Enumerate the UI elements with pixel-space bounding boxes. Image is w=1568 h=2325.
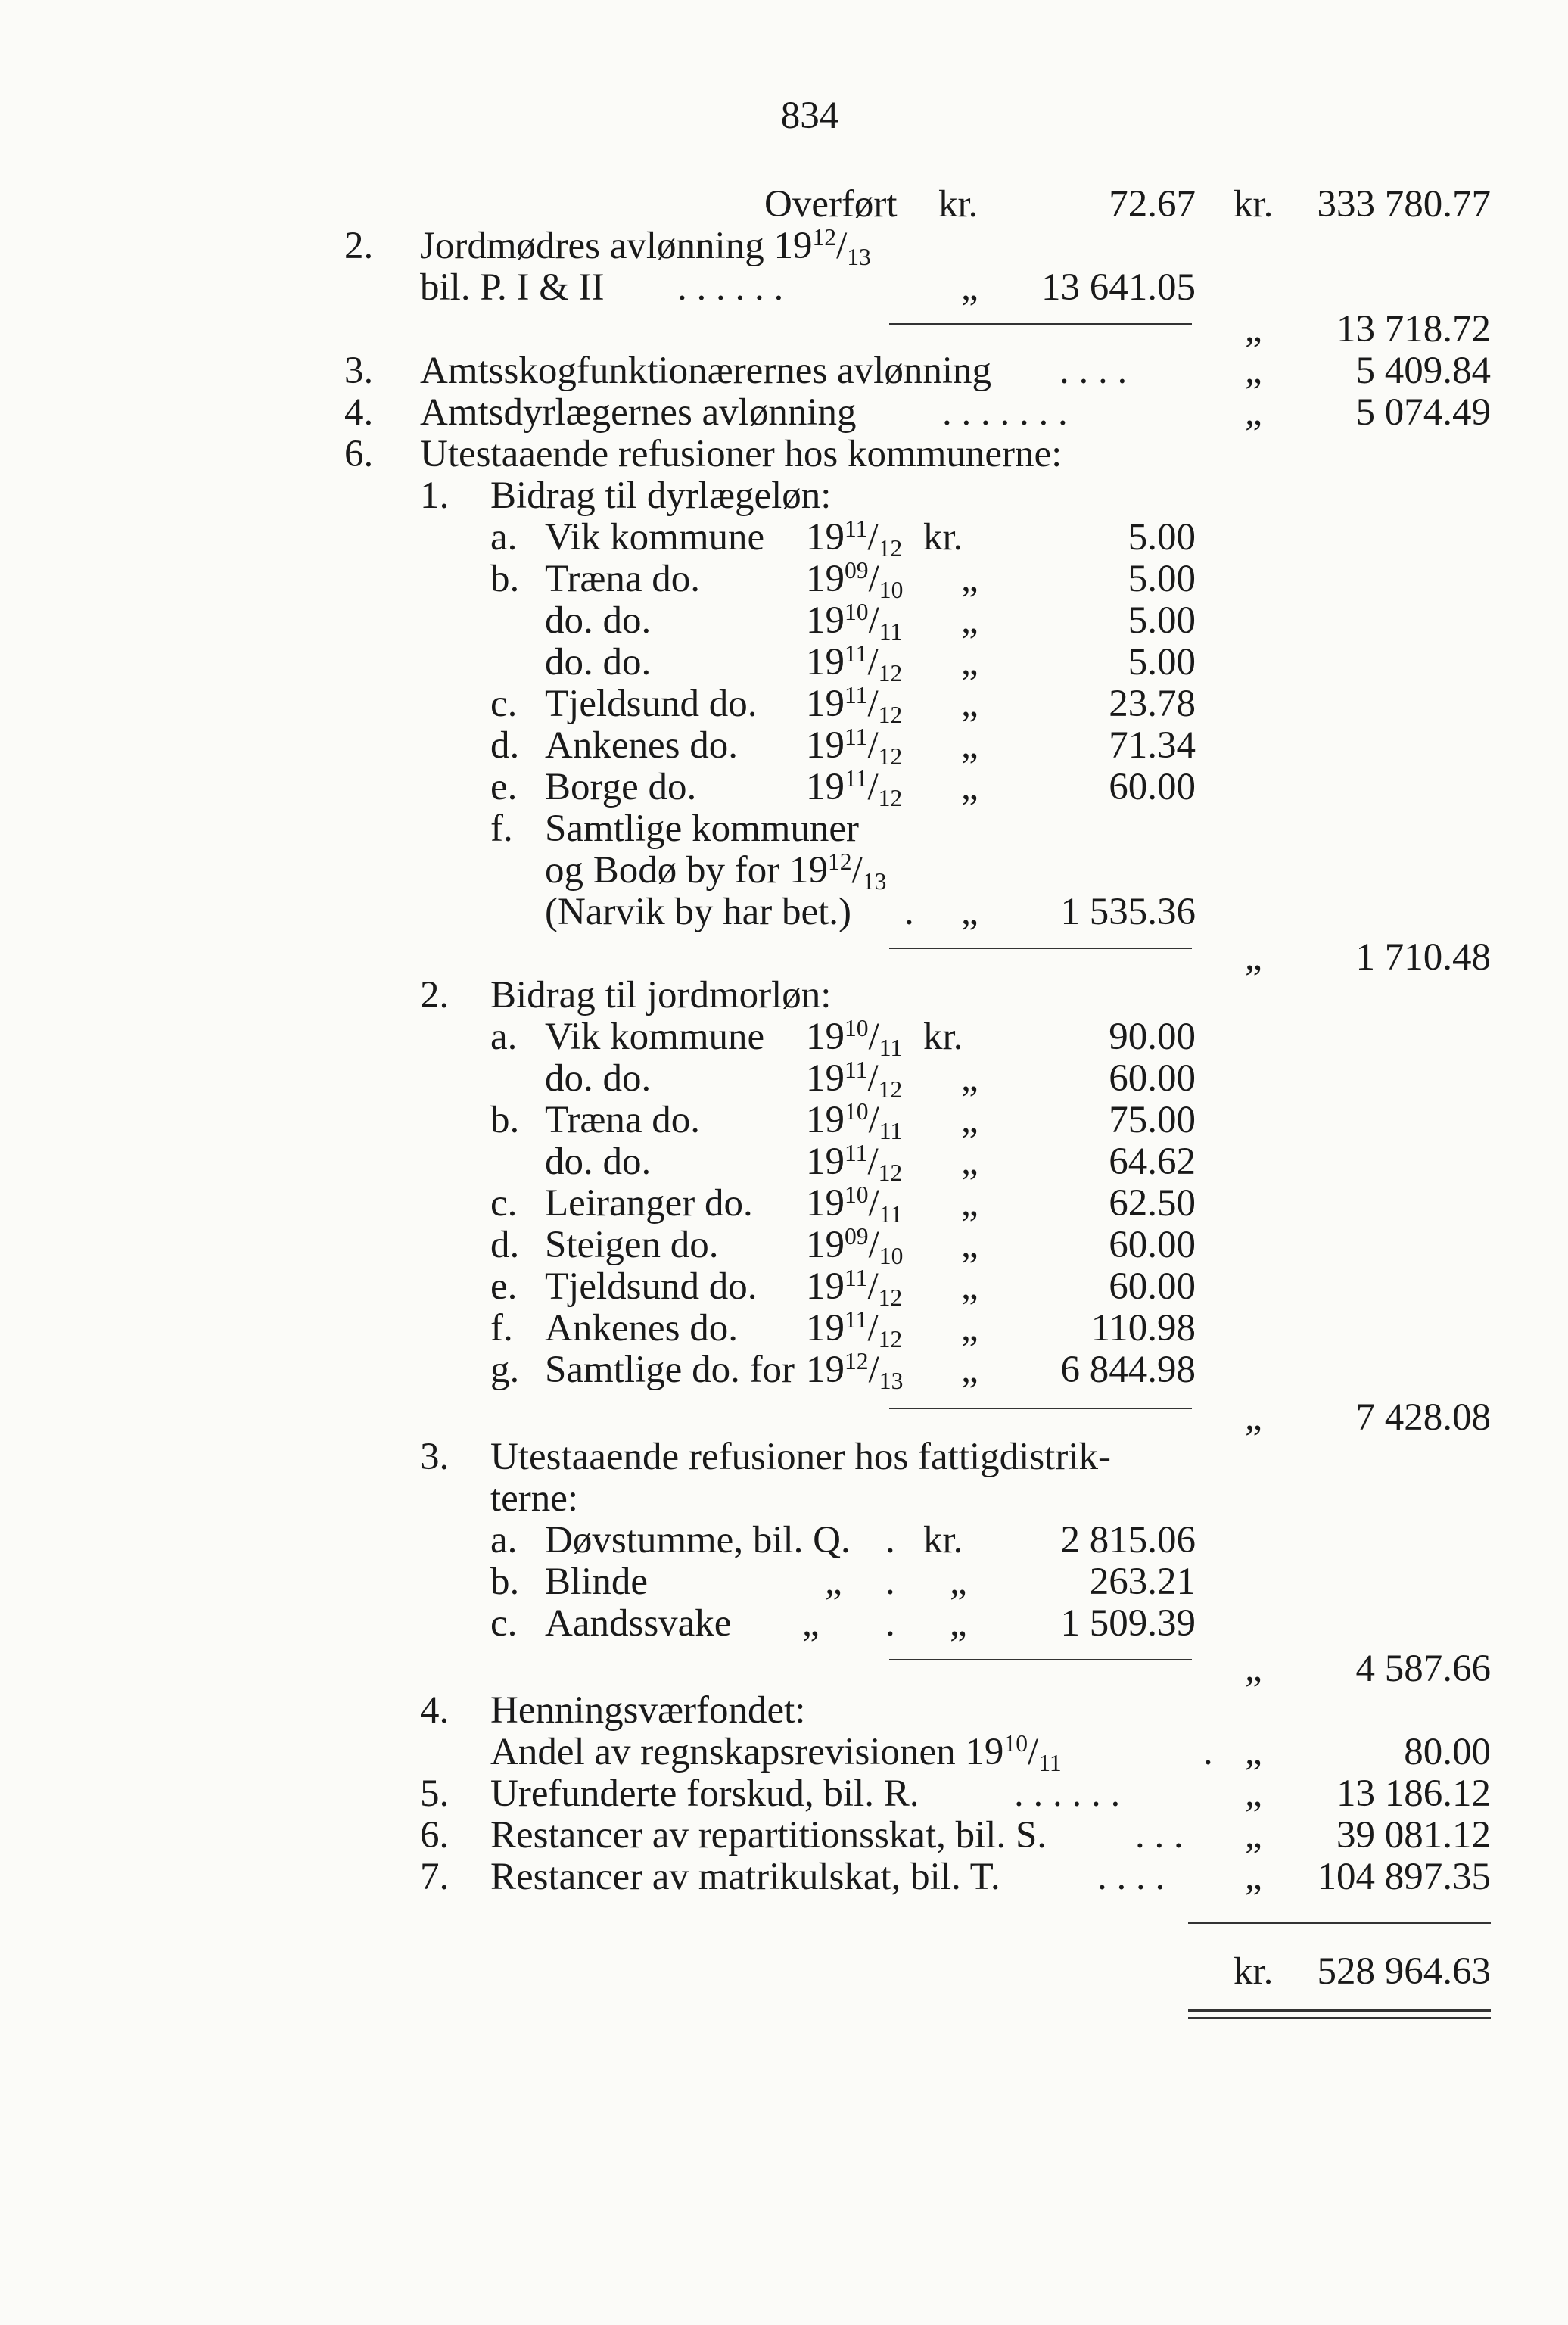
- currency-label: „: [961, 1182, 978, 1225]
- subtotal-rule: [889, 948, 1192, 949]
- row-letter: g.: [490, 1349, 520, 1391]
- ditto-mark: „: [1245, 308, 1262, 350]
- ditto-mark: „: [1245, 1856, 1262, 1898]
- currency-label: „: [961, 1224, 978, 1266]
- row-letter: c.: [490, 1602, 518, 1645]
- midwife-row-amount: 75.00: [1109, 1099, 1196, 1141]
- row-letter: f.: [490, 808, 513, 850]
- grand-total-amount: 528 964.63: [1317, 1950, 1491, 1993]
- row-letter: f.: [490, 1307, 513, 1349]
- currency-label: „: [961, 558, 978, 600]
- midwife-contribution-total: 7 428.08: [1355, 1396, 1491, 1439]
- all-municipalities-label: Samtlige kommuner: [545, 808, 860, 850]
- midwife-row-year: $19^{11}/_{12}$: [806, 1056, 903, 1103]
- veterinary-salary-label: Amtsdyrlægernes avlønning: [420, 391, 857, 434]
- subtotal-rule: [889, 323, 1192, 325]
- vet-row-year: $19^{11}/_{12}$: [806, 723, 903, 770]
- forestry-salary-amount: 5 409.84: [1355, 350, 1491, 392]
- sub-item-number: 2.: [420, 974, 450, 1016]
- ditto-mark: „: [1245, 1396, 1262, 1439]
- midwife-amount: 13 641.05: [1041, 266, 1196, 309]
- midwife-row-name: do. do.: [545, 1057, 652, 1100]
- midwife-appendix-label: bil. P. I & II: [420, 266, 605, 309]
- henningsvaer-fund-heading: Henningsværfondet:: [490, 1689, 806, 1732]
- leader-dots: . . . .: [1059, 350, 1128, 392]
- item-number: 2.: [344, 225, 374, 267]
- currency-label: „: [961, 683, 978, 725]
- subtotal-rule: [889, 1408, 1192, 1409]
- midwife-contribution-heading: Bidrag til jordmorløn:: [490, 974, 832, 1016]
- leader-dots: . . . . . .: [677, 266, 784, 309]
- vet-row-year: $19^{11}/_{12}$: [806, 515, 903, 562]
- vet-row-year: $19^{11}/_{12}$: [806, 681, 903, 728]
- midwife-row-year: $19^{11}/_{12}$: [806, 1306, 903, 1352]
- poor-district-total: 4 587.66: [1355, 1648, 1491, 1690]
- poor-district-heading-cont: terne:: [490, 1477, 579, 1520]
- deaf-mute-amount: 2 815.06: [1060, 1519, 1196, 1561]
- ditto-mark: „: [802, 1602, 820, 1645]
- forestry-salary-label: Amtsskogfunktionærernes avlønning: [420, 350, 992, 392]
- vet-contribution-heading: Bidrag til dyrlægeløn:: [490, 475, 832, 517]
- midwife-row-name: Vik kommune: [545, 1016, 765, 1058]
- ditto-mark: „: [1245, 350, 1262, 392]
- vet-row-amount: 60.00: [1109, 766, 1196, 808]
- item-number: 6.: [344, 433, 374, 475]
- subtotal-rule: [889, 1659, 1192, 1660]
- carried-over-currency-2: kr.: [1234, 183, 1274, 226]
- midwife-total: 13 718.72: [1336, 308, 1491, 350]
- vet-row-year: $19^{09}/_{10}$: [806, 556, 904, 603]
- ditto-mark: „: [1245, 1814, 1262, 1857]
- currency-label: „: [961, 1265, 978, 1308]
- row-letter: d.: [490, 724, 520, 767]
- midwife-row-year: $19^{11}/_{12}$: [806, 1139, 903, 1186]
- row-letter: e.: [490, 766, 518, 808]
- midwife-salary-label: Jordmødres avlønning $19^{12}/_{13}$: [420, 223, 871, 270]
- currency-label: „: [961, 599, 978, 642]
- vet-row-name: Vik kommune: [545, 516, 765, 559]
- midwife-row-amount: 60.00: [1109, 1057, 1196, 1100]
- row-letter: b.: [490, 1099, 520, 1141]
- midwife-row-amount: 6 844.98: [1060, 1349, 1196, 1391]
- vet-row-year: $19^{11}/_{12}$: [806, 640, 903, 686]
- vet-row-year: $19^{10}/_{11}$: [806, 598, 903, 645]
- currency-label: „: [961, 1099, 978, 1141]
- narvik-note: (Narvik by har bet.): [545, 891, 852, 933]
- ditto-mark: „: [1245, 1731, 1262, 1773]
- deaf-mute-label: Døvstumme, bil. Q.: [545, 1519, 851, 1561]
- carried-over-currency: kr.: [938, 183, 978, 226]
- currency-label: „: [961, 1141, 978, 1183]
- audit-share-amount: 80.00: [1404, 1731, 1491, 1773]
- currency-label: „: [961, 1307, 978, 1349]
- blind-amount: 263.21: [1089, 1561, 1196, 1603]
- midwife-row-amount: 90.00: [1109, 1016, 1196, 1058]
- midwife-row-amount: 64.62: [1109, 1141, 1196, 1183]
- double-rule-top: [1188, 2009, 1491, 2012]
- leader-dots: .: [1203, 1731, 1213, 1773]
- sub-item-number: 5.: [420, 1773, 450, 1815]
- double-rule-bottom: [1188, 2017, 1491, 2019]
- row-letter: a.: [490, 516, 518, 559]
- leader-dots: . . . . . .: [1014, 1773, 1121, 1815]
- ditto-mark: „: [961, 266, 978, 309]
- midwife-row-amount: 60.00: [1109, 1265, 1196, 1308]
- repartition-tax-arrears-amount: 39 081.12: [1336, 1814, 1491, 1857]
- leader-dots: . . .: [1135, 1814, 1184, 1857]
- leader-dots: .: [904, 891, 914, 933]
- carried-over-total: 333 780.77: [1317, 183, 1491, 226]
- currency-label: „: [961, 1057, 978, 1100]
- row-letter: c.: [490, 1182, 518, 1225]
- leader-dots: .: [885, 1561, 895, 1603]
- total-rule: [1188, 1922, 1491, 1924]
- vet-row-amount: 5.00: [1128, 641, 1196, 683]
- vet-contribution-total: 1 710.48: [1355, 936, 1491, 979]
- repartition-tax-arrears-label: Restancer av repartitionsskat, bil. S.: [490, 1814, 1047, 1857]
- currency-label: „: [961, 1349, 978, 1391]
- unrefunded-advances-label: Urefunderte forskud, bil. R.: [490, 1773, 919, 1815]
- mentally-disabled-label: Aandssvake: [545, 1602, 732, 1645]
- leader-dots: . . . .: [1097, 1856, 1165, 1898]
- ditto-mark: „: [825, 1561, 842, 1603]
- poor-district-heading: Utestaaende refusioner hos fattigdistrik-: [490, 1436, 1111, 1478]
- item-number: 3.: [344, 350, 374, 392]
- ditto-mark: „: [950, 1561, 967, 1603]
- row-letter: a.: [490, 1519, 518, 1561]
- vet-row-amount: 23.78: [1109, 683, 1196, 725]
- outstanding-municipal-heading: Utestaaende refusioner hos kommunerne:: [420, 433, 1062, 475]
- midwife-row-name: Steigen do.: [545, 1224, 719, 1266]
- row-letter: a.: [490, 1016, 518, 1058]
- sub-item-number: 6.: [420, 1814, 450, 1857]
- row-letter: c.: [490, 683, 518, 725]
- ditto-mark: „: [1245, 936, 1262, 979]
- vet-row-year: $19^{11}/_{12}$: [806, 764, 903, 811]
- vet-row-name: Borge do.: [545, 766, 697, 808]
- ditto-mark: „: [950, 1602, 967, 1645]
- sub-item-number: 1.: [420, 475, 450, 517]
- vet-row-name: do. do.: [545, 599, 652, 642]
- vet-row-name: Ankenes do.: [545, 724, 738, 767]
- ditto-mark: „: [961, 891, 978, 933]
- vet-row-name: do. do.: [545, 641, 652, 683]
- vet-row-name: Træna do.: [545, 558, 700, 600]
- currency-label: „: [961, 641, 978, 683]
- ditto-mark: „: [1245, 1648, 1262, 1690]
- vet-row-amount: 5.00: [1128, 558, 1196, 600]
- midwife-row-amount: 110.98: [1090, 1307, 1196, 1349]
- midwife-row-name: Træna do.: [545, 1099, 700, 1141]
- leader-dots: .: [885, 1519, 895, 1561]
- all-municipalities-year: og Bodø by for $19^{12}/_{13}$: [545, 848, 887, 895]
- ditto-mark: „: [1245, 1773, 1262, 1815]
- carried-over-amount: 72.67: [1109, 183, 1196, 226]
- audit-share-label: Andel av regnskapsrevisionen $19^{10}/_{11}$: [490, 1729, 1062, 1776]
- midwife-row-name: Tjeldsund do.: [545, 1265, 758, 1308]
- midwife-row-year: $19^{12}/_{13}$: [806, 1347, 904, 1394]
- carried-over-label: Overført: [764, 183, 898, 226]
- midwife-row-year: $19^{10}/_{11}$: [806, 1181, 903, 1228]
- row-letter: e.: [490, 1265, 518, 1308]
- currency-label: kr.: [923, 1016, 963, 1058]
- midwife-row-year: $19^{11}/_{12}$: [806, 1264, 903, 1311]
- sub-item-number: 4.: [420, 1689, 450, 1732]
- land-tax-arrears-amount: 104 897.35: [1317, 1856, 1491, 1898]
- midwife-row-year: $19^{09}/_{10}$: [806, 1222, 904, 1269]
- blind-label: Blinde: [545, 1561, 648, 1603]
- ditto-mark: „: [1245, 391, 1262, 434]
- leader-dots: . . . . . . .: [942, 391, 1068, 434]
- midwife-row-year: $19^{10}/_{11}$: [806, 1014, 903, 1061]
- midwife-row-amount: 62.50: [1109, 1182, 1196, 1225]
- midwife-row-amount: 60.00: [1109, 1224, 1196, 1266]
- midwife-row-name: Samtlige do. for: [545, 1349, 795, 1391]
- vet-row-amount: 5.00: [1128, 516, 1196, 559]
- unrefunded-advances-amount: 13 186.12: [1336, 1773, 1491, 1815]
- vet-row-name: Tjeldsund do.: [545, 683, 758, 725]
- midwife-row-name: do. do.: [545, 1141, 652, 1183]
- veterinary-salary-amount: 5 074.49: [1355, 391, 1491, 434]
- vet-row-amount: 71.34: [1109, 724, 1196, 767]
- land-tax-arrears-label: Restancer av matrikulskat, bil. T.: [490, 1856, 1000, 1898]
- item-number: 4.: [344, 391, 374, 434]
- midwife-row-year: $19^{10}/_{11}$: [806, 1097, 903, 1144]
- currency-label: kr.: [923, 1519, 963, 1561]
- currency-label: kr.: [923, 516, 963, 559]
- leader-dots: .: [885, 1602, 895, 1645]
- page-number: 834: [780, 95, 839, 137]
- vet-row-amount: 5.00: [1128, 599, 1196, 642]
- sub-item-number: 7.: [420, 1856, 450, 1898]
- mentally-disabled-amount: 1 509.39: [1060, 1602, 1196, 1645]
- currency-label: „: [961, 766, 978, 808]
- row-letter: b.: [490, 1561, 520, 1603]
- grand-total-currency: kr.: [1234, 1950, 1274, 1993]
- all-municipalities-amount: 1 535.36: [1060, 891, 1196, 933]
- midwife-row-name: Ankenes do.: [545, 1307, 738, 1349]
- sub-item-number: 3.: [420, 1436, 450, 1478]
- row-letter: b.: [490, 558, 520, 600]
- row-letter: d.: [490, 1224, 520, 1266]
- midwife-row-name: Leiranger do.: [545, 1182, 753, 1225]
- currency-label: „: [961, 724, 978, 767]
